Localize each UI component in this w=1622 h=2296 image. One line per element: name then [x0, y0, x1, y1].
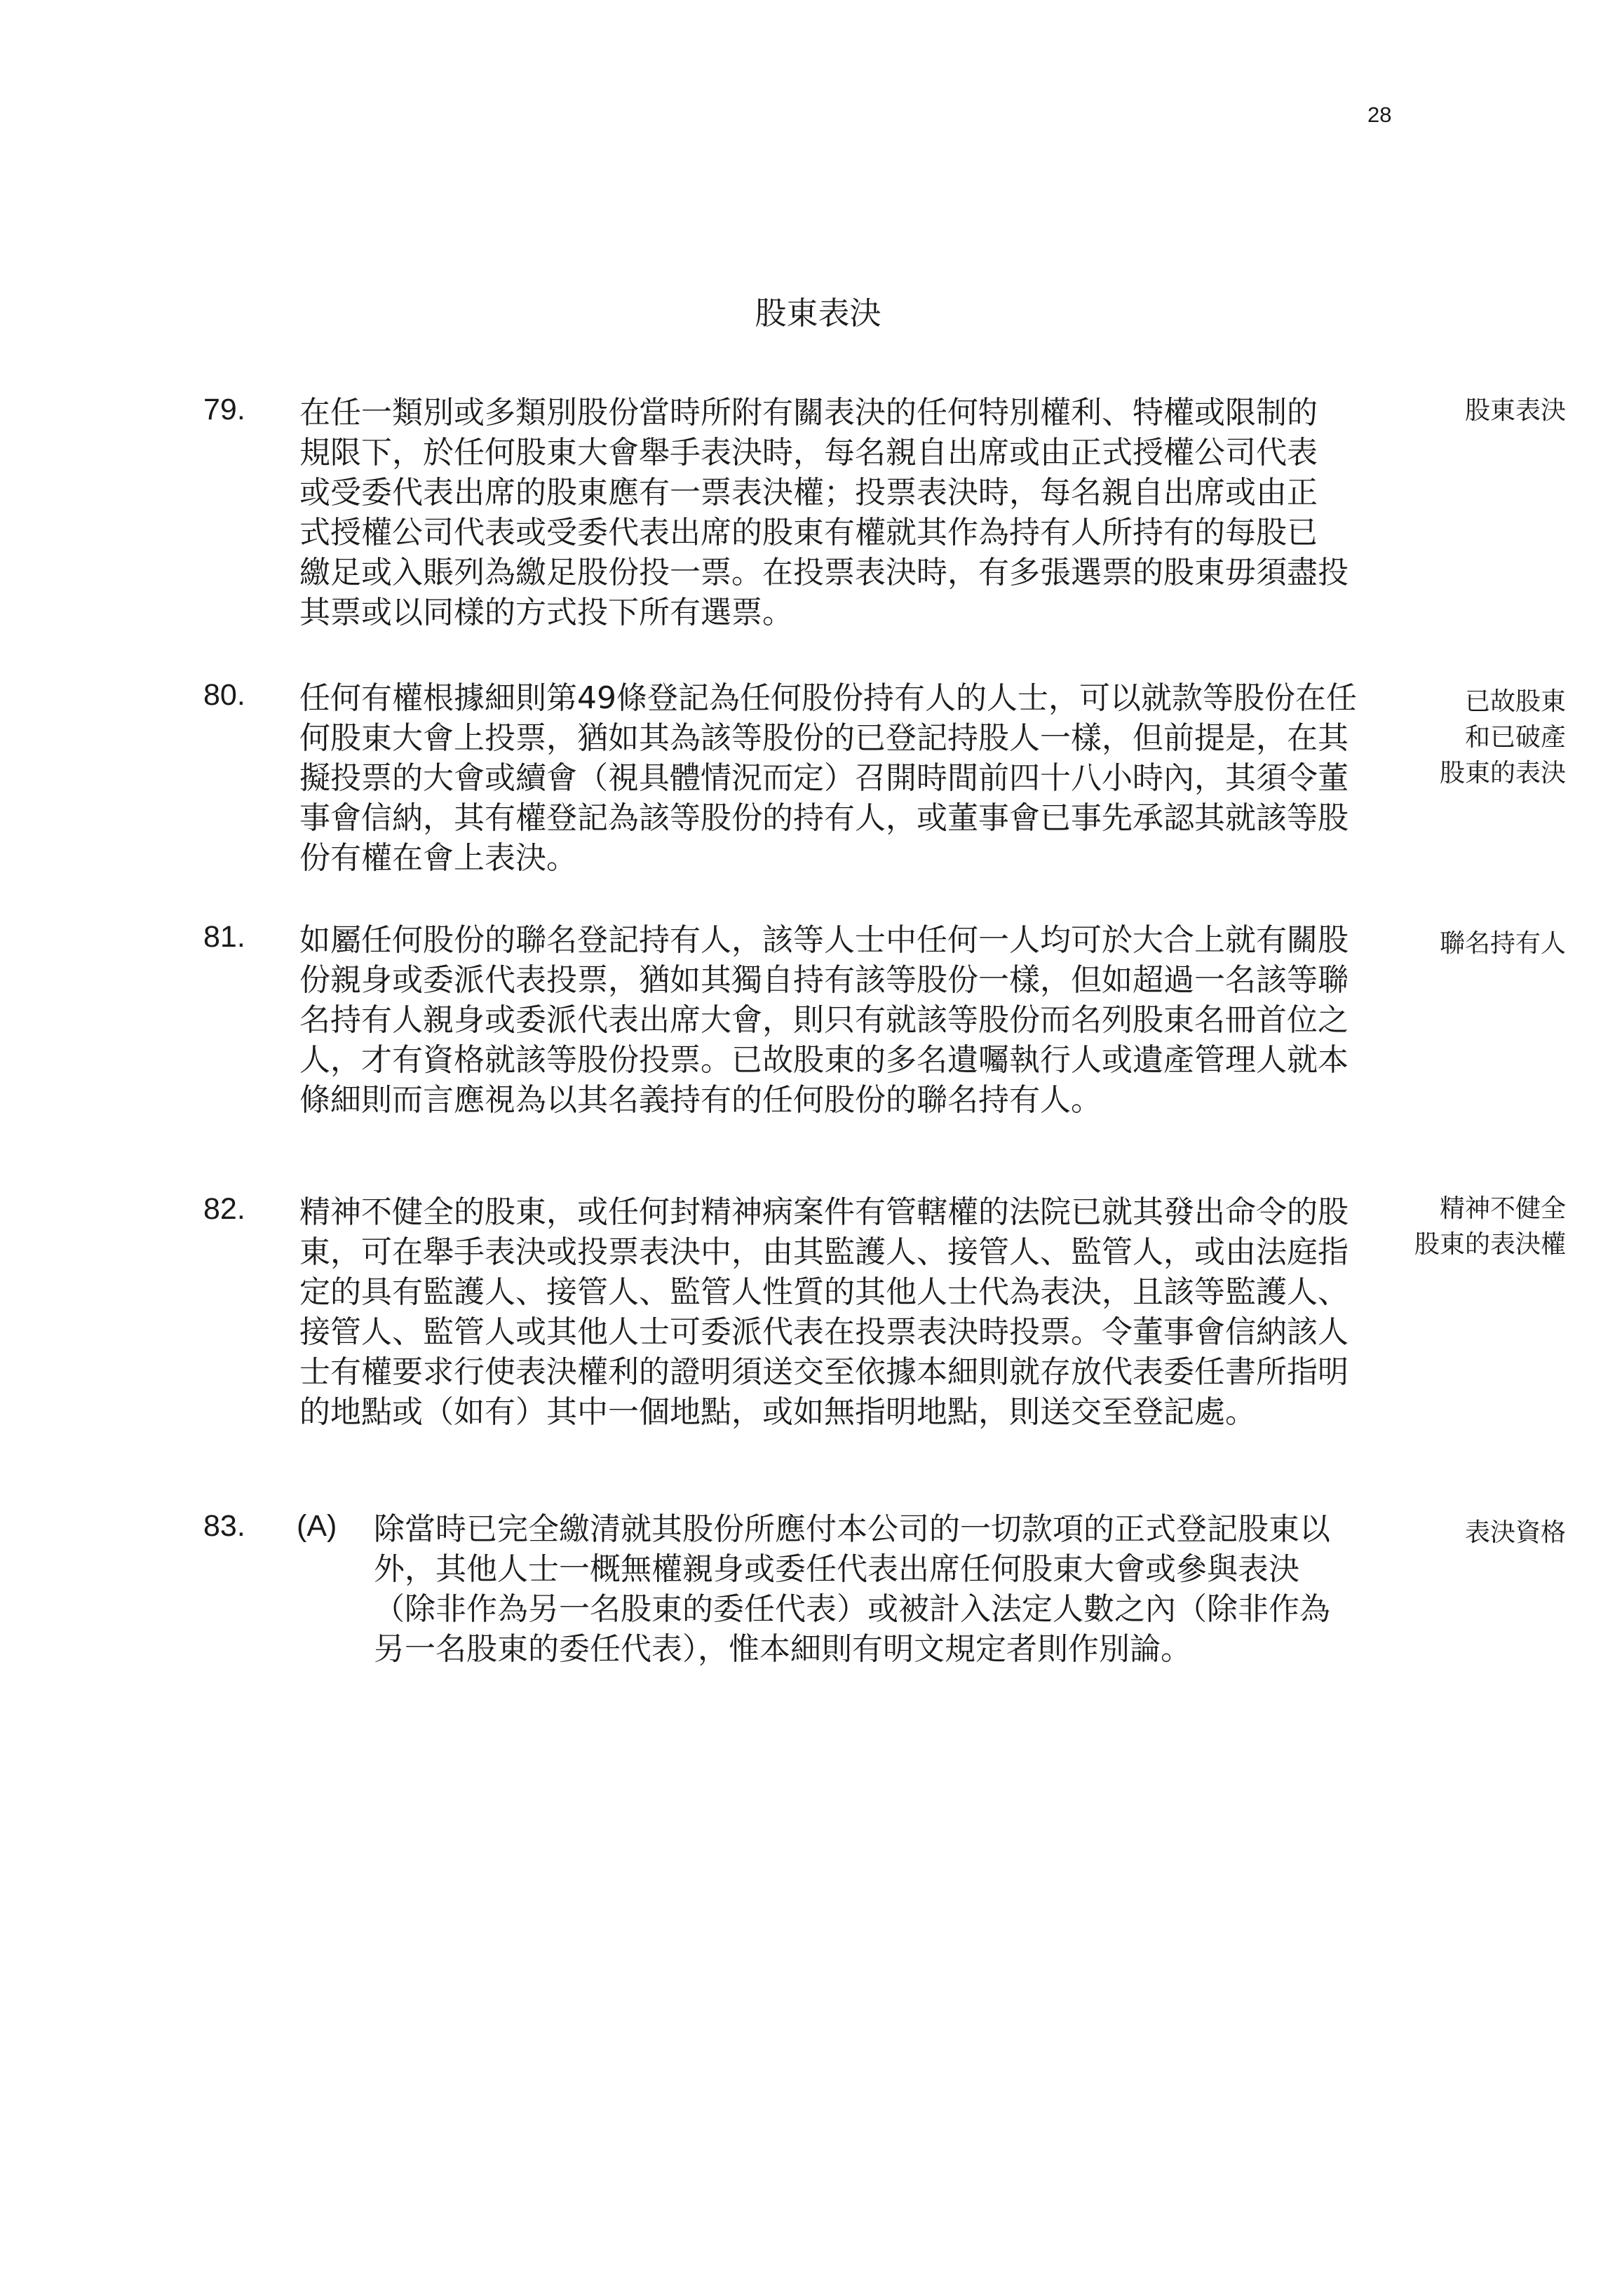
- body-line: 定的具有監護人、接管人、監管人性質的其他人士代為表決，且該等監護人、: [299, 1274, 1349, 1310]
- body-line: 事會信納，其有權登記為該等股份的持有人，或董事會已事先承認其就該等股: [299, 800, 1349, 836]
- body-line: 如屬任何股份的聯名登記持有人，該等人士中任何一人均可於大合上就有關股: [299, 922, 1349, 958]
- body-line: 條細則而言應視為以其名義持有的任何股份的聯名持有人。: [299, 1082, 1102, 1118]
- body-line: 人，才有資格就該等股份投票。已故股東的多名遺囑執行人或遺產管理人就本: [299, 1042, 1349, 1078]
- sub-clause-body: [374, 1509, 1377, 1669]
- body-line: 其票或以同樣的方式投下所有選票。: [299, 595, 793, 630]
- article-number: 82.: [203, 1192, 245, 1226]
- article-number: 79.: [203, 393, 245, 426]
- body-line: 除當時已完全繳清就其股份所應付本公司的一切款項的正式登記股東以: [374, 1511, 1330, 1547]
- margin-note-line: 股東表決: [1464, 396, 1566, 425]
- margin-note-line: 已故股東: [1464, 687, 1566, 716]
- article-body: [299, 920, 1372, 1120]
- margin-note-line: 精神不健全: [1439, 1194, 1566, 1223]
- body-line: 規限下，於任何股東大會舉手表決時，每名親自出席或由正式授權公司代表: [299, 435, 1318, 471]
- article-body: [299, 1192, 1372, 1432]
- article-body: [299, 393, 1372, 633]
- margin-note-line: 和已破產: [1464, 723, 1566, 752]
- body-line: 份有權在會上表決。: [299, 840, 577, 876]
- body-line: 士有權要求行使表決權利的證明須送交至依據本細則就存放代表委任書所指明: [299, 1354, 1349, 1390]
- body-line: （除非作為另一名股東的委任代表）或被計入法定人數之內（除非作為: [374, 1591, 1330, 1627]
- body-line: 或受委代表出席的股東應有一票表決權；投票表決時，每名親自出席或由正: [299, 475, 1318, 511]
- body-line: 式授權公司代表或受委代表出席的股東有權就其作為持有人所持有的每股已: [299, 515, 1318, 551]
- body-line: 在任一類別或多類別股份當時所附有關表決的任何特別權利、特權或限制的: [299, 395, 1318, 431]
- margin-note: [1465, 1515, 1566, 1551]
- margin-note-line: 表決資格: [1464, 1518, 1566, 1547]
- body-line: 何股東大會上投票，猶如其為該等股份的已登記持股人一樣，但前提是，在其: [299, 720, 1349, 756]
- body-line: 東，可在舉手表決或投票表決中，由其監護人、接管人、監管人，或由法庭指: [299, 1234, 1349, 1270]
- article-number: 80.: [203, 678, 245, 712]
- article-number: 81.: [203, 920, 245, 954]
- margin-note: [1465, 393, 1566, 428]
- margin-note: [1440, 926, 1566, 961]
- article-body: [299, 678, 1372, 878]
- article-number: 83.: [203, 1509, 245, 1543]
- body-line: 份親身或委派代表投票，猶如其獨自持有該等股份一樣，但如超過一名該等聯: [299, 962, 1349, 998]
- section-title: 股東表決: [755, 295, 881, 332]
- margin-note-line: 股東的表決: [1439, 759, 1566, 788]
- body-line: 的地點或（如有）其中一個地點，或如無指明地點，則送交至登記處。: [299, 1394, 1256, 1430]
- body-line: 外，其他人士一概無權親身或委任代表出席任何股東大會或參與表決: [374, 1551, 1299, 1587]
- margin-note-line: 股東的表決權: [1414, 1230, 1566, 1259]
- body-line: 另一名股東的委任代表），惟本細則有明文規定者則作別論。: [374, 1631, 1191, 1667]
- margin-note: [1440, 684, 1566, 791]
- sub-clause-label: (A): [297, 1509, 337, 1543]
- page-number: 28: [1367, 102, 1392, 127]
- body-line: 繳足或入賬列為繳足股份投一票。在投票表決時，有多張選票的股東毋須盡投: [299, 555, 1349, 590]
- body-line: 接管人、監管人或其他人士可委派代表在投票表決時投票。令董事會信納該人: [299, 1314, 1349, 1350]
- body-line: 任何有權根據細則第49條登記為任何股份持有人的人士，可以就款等股份在任: [299, 680, 1357, 716]
- body-line: 精神不健全的股東，或任何封精神病案件有管轄權的法院已就其發出命令的股: [299, 1194, 1349, 1230]
- margin-note-line: 聯名持有人: [1439, 929, 1566, 958]
- body-line: 名持有人親身或委派代表出席大會，則只有就該等股份而名列股東名冊首位之: [299, 1002, 1349, 1038]
- margin-note: [1414, 1191, 1566, 1262]
- body-line: 擬投票的大會或續會（視具體情況而定）召開時間前四十八小時內，其須令董: [299, 760, 1349, 796]
